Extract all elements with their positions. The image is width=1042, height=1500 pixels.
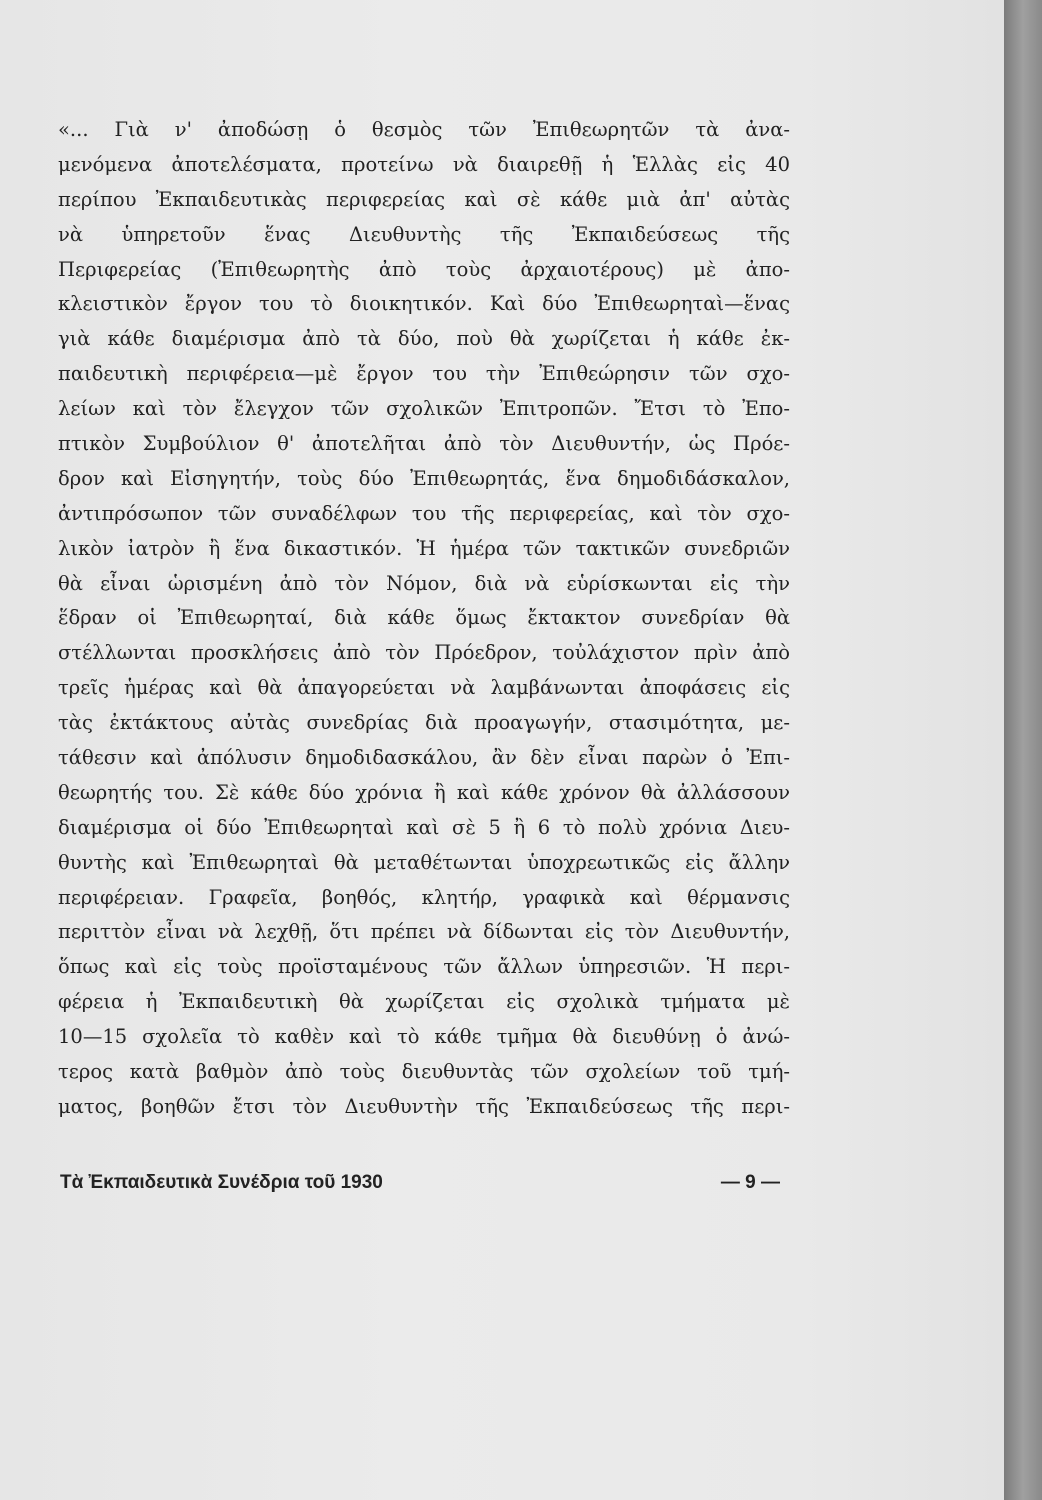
text-line: ἀντιπρόσωπον τῶν συναδέλφων του τῆς περιφερείας, καὶ τὸν σχο- [58, 501, 790, 525]
footer-title: Τὰ Ἐκπαιδευτικὰ Συνέδρια τοῦ 1930 [60, 1172, 383, 1193]
text-line: νὰ ὑπηρετοῦν ἕνας Διευθυντὴς τῆς Ἐκπαιδεύσεως τῆς [58, 222, 790, 246]
text-line: τερος κατὰ βαθμὸν ἀπὸ τοὺς διευθυντὰς τῶν σχολείων τοῦ τμή- [58, 1060, 790, 1084]
text-line: γιὰ κάθε διαμέρισμα ἀπὸ τὰ δύο, ποὺ θὰ χωρίζεται ἡ κάθε ἐκ- [58, 327, 790, 351]
text-line: τρεῖς ἡμέρας καὶ θὰ ἀπαγορεύεται νὰ λαμβάνωνται ἀποφάσεις εἰς [58, 676, 790, 700]
text-line: περιττὸν εἶναι νὰ λεχθῇ, ὅτι πρέπει νὰ δίδωνται εἰς τὸν Διευθυντήν, [58, 920, 790, 944]
text-line: θεωρητής του. Σὲ κάθε δύο χρόνια ἢ καὶ κάθε χρόνον θὰ ἀλλάσσουν [58, 780, 790, 804]
text-line: ὅπως καὶ εἰς τοὺς προϊσταμένους τῶν ἄλλων ὑπηρεσιῶν. Ἡ περι- [58, 955, 790, 979]
page-edge [1004, 0, 1042, 1500]
text-line: λικὸν ἰατρὸν ἢ ἕνα δικαστικόν. Ἡ ἡμέρα τῶν τακτικῶν συνεδριῶν [58, 536, 790, 560]
text-line: κλειστικὸν ἔργον του τὸ διοικητικόν. Καὶ δύο Ἐπιθεωρηταὶ—ἕνας [58, 292, 790, 316]
text-line: τάθεσιν καὶ ἀπόλυσιν δημοδιδασκάλου, ἂν δὲν εἶναι παρὼν ὁ Ἐπι- [58, 746, 790, 770]
text-line: δρον καὶ Εἰσηγητήν, τοὺς δύο Ἐπιθεωρητάς, ἕνα δημοδιδάσκαλον, [58, 466, 790, 490]
text-line: ἕδραν οἱ Ἐπιθεωρηταί, διὰ κάθε ὅμως ἔκτακτον συνεδρίαν θὰ [58, 606, 790, 630]
text-line: παιδευτικὴ περιφέρεια—μὲ ἔργον του τὴν Ἐπιθεώρησιν τῶν σχο- [58, 362, 790, 386]
text-line: μενόμενα ἀποτελέσματα, προτείνω νὰ διαιρεθῇ ἡ Ἑλλὰς εἰς 40 [58, 152, 790, 176]
text-line: Περιφερείας (Ἐπιθεωρητὴς ἀπὸ τοὺς ἀρχαιοτέρους) μὲ ἀπο- [58, 257, 790, 281]
text-line: περίπου Ἐκπαιδευτικὰς περιφερείας καὶ σὲ κάθε μιὰ ἀπ' αὐτὰς [58, 187, 790, 211]
text-line: λείων καὶ τὸν ἔλεγχον τῶν σχολικῶν Ἐπιτροπῶν. Ἔτσι τὸ Ἐπο- [58, 397, 790, 421]
text-line: περιφέρειαν. Γραφεῖα, βοηθός, κλητήρ, γραφικὰ καὶ θέρμανσις [58, 885, 790, 909]
text-line: φέρεια ἡ Ἐκπαιδευτικὴ θὰ χωρίζεται εἰς σχολικὰ τμήματα μὲ [58, 990, 790, 1014]
text-line: τὰς ἐκτάκτους αὐτὰς συνεδρίας διὰ προαγωγήν, στασιμότητα, με- [58, 711, 790, 735]
text-line: διαμέρισμα οἱ δύο Ἐπιθεωρηταὶ καὶ σὲ 5 ἢ 6 τὸ πολὺ χρόνια Διευ- [58, 815, 790, 839]
text-line: «... Γιὰ ν' ἀποδώσῃ ὁ θεσμὸς τῶν Ἐπιθεωρητῶν τὰ ἀνα- [58, 118, 790, 141]
text-line: πτικὸν Συμβούλιον θ' ἀποτελῆται ἀπὸ τὸν Διευθυντήν, ὡς Πρόε- [58, 432, 790, 456]
text-line: στέλλωνται προσκλήσεις ἀπὸ τὸν Πρόεδρον, τοὐλάχιστον πρὶν ἀπὸ [58, 641, 790, 665]
text-line: 10—15 σχολεῖα τὸ καθὲν καὶ τὸ κάθε τμῆμα θὰ διευθύνῃ ὁ ἀνώ- [58, 1025, 790, 1049]
text-line: ματος, βοηθῶν ἔτσι τὸν Διευθυντὴν τῆς Ἐκπαιδεύσεως τῆς περι- [58, 1094, 790, 1118]
text-line: θὰ εἶναι ὡρισμένη ἀπὸ τὸν Νόμον, διὰ νὰ εὑρίσκωνται εἰς τὴν [58, 571, 790, 595]
page-number: — 9 — [720, 1172, 780, 1193]
text-line: θυντὴς καὶ Ἐπιθεωρηταὶ θὰ μεταθέτωνται ὑποχρεωτικῶς εἰς ἄλλην [58, 850, 790, 874]
body-text [58, 113, 790, 1125]
